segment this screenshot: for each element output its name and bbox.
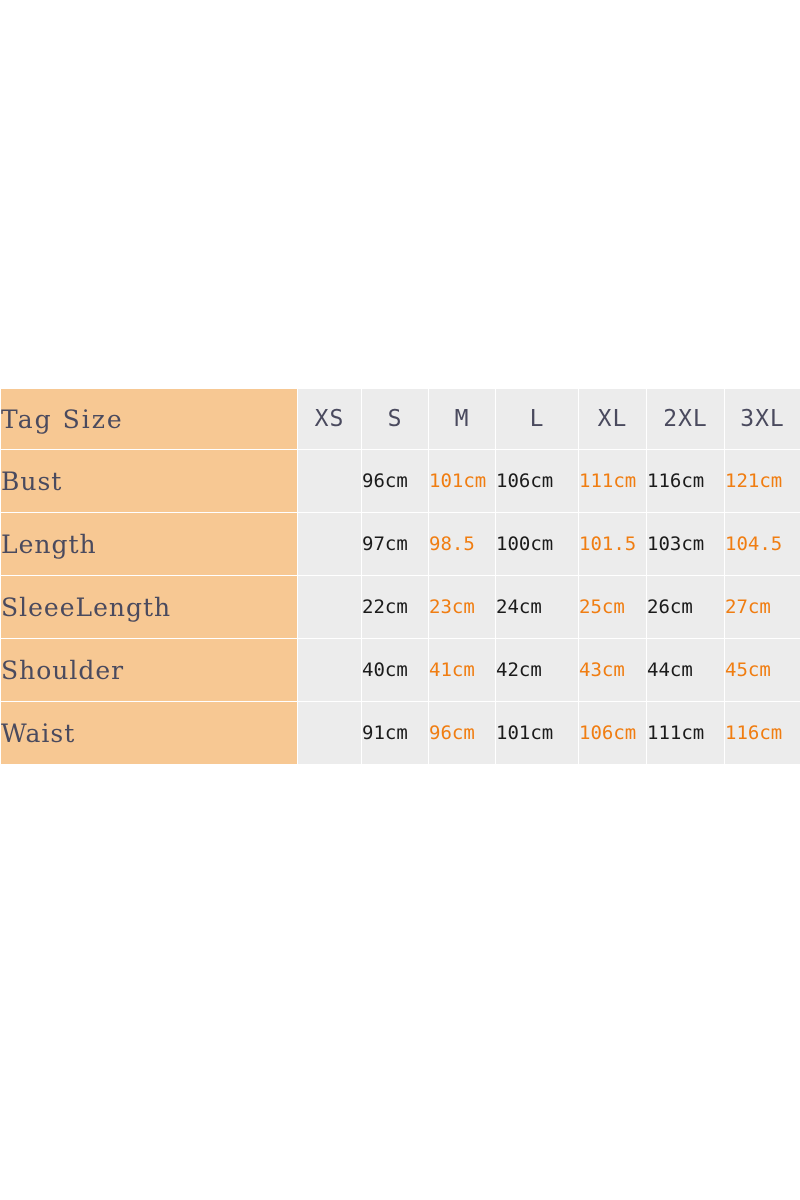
cell-waist-m: 96cm	[429, 702, 496, 765]
cell-length-xl: 101.5	[579, 513, 647, 576]
cell-length-m: 98.5	[429, 513, 496, 576]
size-header-s: S	[362, 389, 429, 450]
cell-shoulder-s: 40cm	[362, 639, 429, 702]
cell-sleeve-l: 24cm	[496, 576, 579, 639]
tag-size-label: Tag Size	[1, 389, 298, 450]
cell-bust-3xl: 121cm	[725, 450, 800, 513]
cell-shoulder-xl: 43cm	[579, 639, 647, 702]
cell-waist-xl: 106cm	[579, 702, 647, 765]
cell-sleeve-xl: 25cm	[579, 576, 647, 639]
cell-bust-l: 106cm	[496, 450, 579, 513]
size-header-xs: XS	[298, 389, 362, 450]
cell-sleeve-xs	[298, 576, 362, 639]
cell-sleeve-2xl: 26cm	[647, 576, 725, 639]
table-row	[1, 639, 800, 702]
cell-bust-xs	[298, 450, 362, 513]
row-label-shoulder: Shoulder	[1, 639, 298, 702]
size-chart-table	[0, 388, 800, 765]
cell-length-2xl: 103cm	[647, 513, 725, 576]
cell-waist-3xl: 116cm	[725, 702, 800, 765]
row-label-waist: Waist	[1, 702, 298, 765]
table-row	[1, 576, 800, 639]
cell-bust-xl: 111cm	[579, 450, 647, 513]
size-header-2xl: 2XL	[647, 389, 725, 450]
row-label-sleeve-length: SleeeLength	[1, 576, 298, 639]
cell-waist-l: 101cm	[496, 702, 579, 765]
cell-shoulder-2xl: 44cm	[647, 639, 725, 702]
table-row	[1, 513, 800, 576]
cell-length-xs	[298, 513, 362, 576]
cell-waist-xs	[298, 702, 362, 765]
cell-sleeve-s: 22cm	[362, 576, 429, 639]
size-header-m: M	[429, 389, 496, 450]
cell-shoulder-3xl: 45cm	[725, 639, 800, 702]
cell-waist-s: 91cm	[362, 702, 429, 765]
cell-sleeve-m: 23cm	[429, 576, 496, 639]
table-row	[1, 702, 800, 765]
row-label-bust: Bust	[1, 450, 298, 513]
cell-sleeve-3xl: 27cm	[725, 576, 800, 639]
size-header-xl: XL	[579, 389, 647, 450]
cell-shoulder-xs	[298, 639, 362, 702]
cell-length-3xl: 104.5	[725, 513, 800, 576]
size-header-3xl: 3XL	[725, 389, 800, 450]
row-label-length: Length	[1, 513, 298, 576]
cell-bust-2xl: 116cm	[647, 450, 725, 513]
cell-length-l: 100cm	[496, 513, 579, 576]
size-chart-container	[0, 388, 800, 765]
cell-shoulder-m: 41cm	[429, 639, 496, 702]
cell-waist-2xl: 111cm	[647, 702, 725, 765]
cell-shoulder-l: 42cm	[496, 639, 579, 702]
cell-length-s: 97cm	[362, 513, 429, 576]
size-header-l: L	[496, 389, 579, 450]
table-row	[1, 450, 800, 513]
cell-bust-s: 96cm	[362, 450, 429, 513]
table-header-row	[1, 389, 800, 450]
cell-bust-m: 101cm	[429, 450, 496, 513]
